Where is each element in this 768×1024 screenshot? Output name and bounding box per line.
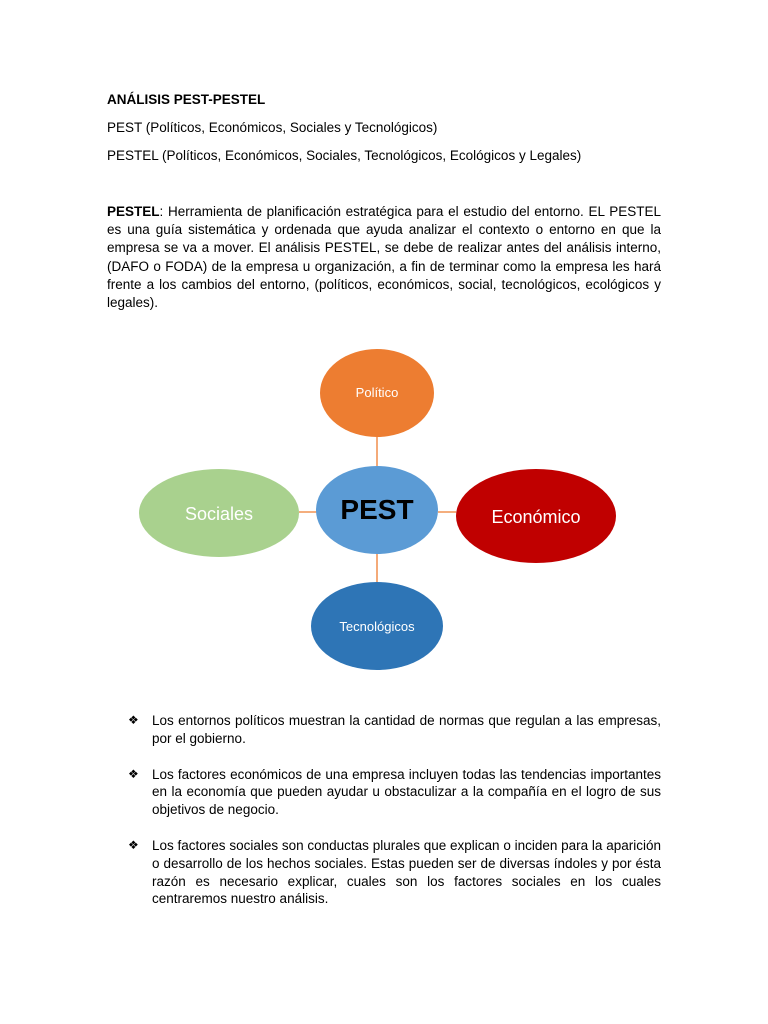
pestel-paragraph-text: : Herramienta de planificación estratégica para el estudio del entorno. EL PESTEL es una guía sistemática y ordenada que ayuda analizar el contexto o entorno en que la empresa se va a mover. El análisis PESTEL, se debe de realizar antes del análisis interno, (DAFO o FODA) de la empresa u organización, a fin de terminar como la empresa les hará frente a los cambios del entorno, (políticos, económicos, social, tecnológicos, ecológicos y legales).: [107, 204, 661, 311]
diamond-bullet-icon: ❖: [128, 713, 139, 727]
pestel-paragraph: [107, 203, 661, 312]
node-sociales-label: Sociales: [184, 504, 254, 524]
list-item: [128, 837, 661, 908]
node-tecnologicos-label: Tecnológicos: [339, 619, 415, 634]
pest-diagram: [0, 330, 768, 690]
list-item-text: Los entornos políticos muestran la cantidad de normas que regulan a las empresas, por el gobierno.: [152, 713, 661, 746]
node-politico-label: Político: [355, 385, 399, 400]
pestel-paragraph-label: PESTEL: [107, 204, 160, 219]
node-pest-label: PEST: [340, 494, 414, 525]
diamond-bullet-icon: ❖: [128, 837, 139, 852]
list-item-text: Los factores económicos de una empresa incluyen todas las tendencias importantes en la economía que pueden ayudar u obstaculizar a la compañía en el logro de sus objetivos de negocio.: [152, 766, 661, 818]
list-item: [128, 766, 661, 819]
bullet-list: [128, 712, 661, 926]
list-item-text: Los factores sociales son conductas plurales que explican o inciden para la aparición o desarrollo de los hechos sociales. Estas pueden ser de diversas índoles y por ésta razón es necesario explicar, cuales son los factores sociales en los cuales centraremos nuestro análisis.: [152, 837, 661, 907]
pestel-definition: PESTEL (Políticos, Económicos, Sociales, Tecnológicos, Ecológicos y Legales): [107, 148, 582, 163]
diamond-bullet-icon: ❖: [128, 766, 139, 781]
list-item: [128, 712, 661, 748]
node-economico-label: Económico: [491, 507, 581, 527]
pest-definition: PEST (Políticos, Económicos, Sociales y Tecnológicos): [107, 120, 438, 135]
document-title: ANÁLISIS PEST-PESTEL: [107, 92, 266, 107]
